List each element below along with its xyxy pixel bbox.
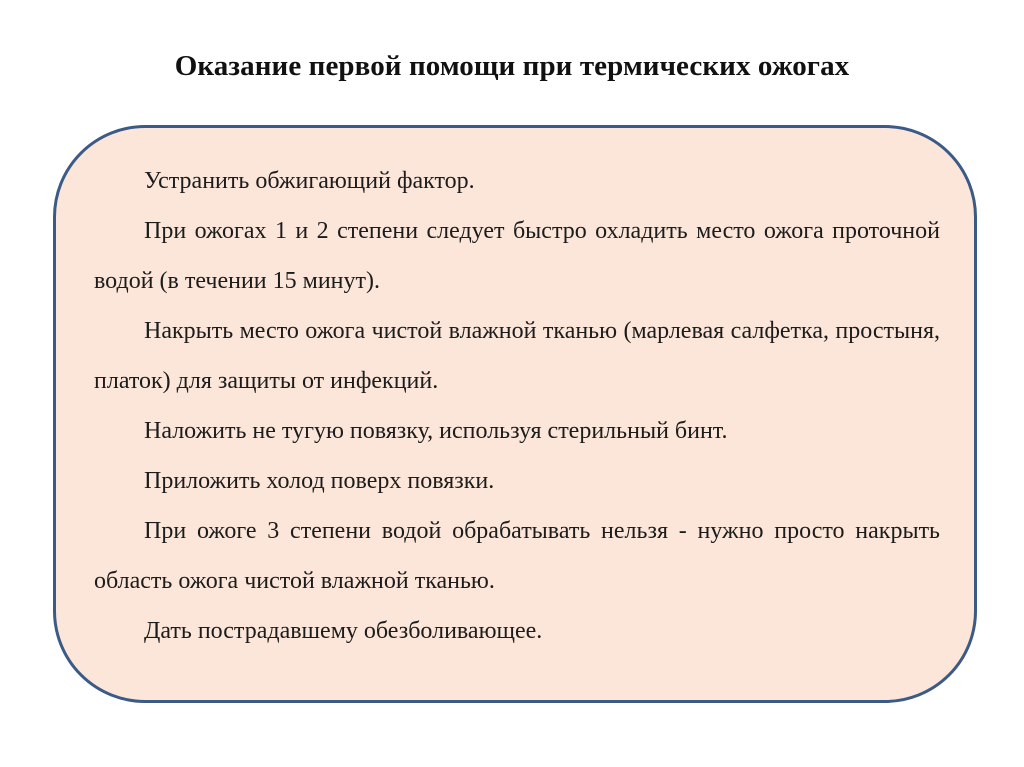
- instruction-paragraph: Дать пострадавшему обезболивающее.: [144, 618, 543, 644]
- instruction-paragraph: Устранить обжигающий фактор.: [144, 168, 475, 194]
- instruction-paragraph: Наложить не тугую повязку, используя стерильный бинт.: [144, 418, 728, 444]
- instruction-paragraph: Накрыть место ожога чистой влажной тканью (марлевая салфетка, простыня, платок) для защиты от инфекций.: [94, 318, 940, 394]
- instruction-paragraph: Приложить холод поверх повязки.: [144, 468, 495, 494]
- instruction-paragraph: При ожоге 3 степени водой обрабатывать нельзя - нужно просто накрыть область ожога чистой влажной тканью.: [94, 518, 940, 594]
- slide-title: Оказание первой помощи при термических ожогах: [174, 50, 850, 82]
- instructions-list: [94, 156, 940, 656]
- instruction-paragraph: При ожогах 1 и 2 степени следует быстро охладить место ожога проточной водой (в течении 15 минут).: [94, 218, 940, 294]
